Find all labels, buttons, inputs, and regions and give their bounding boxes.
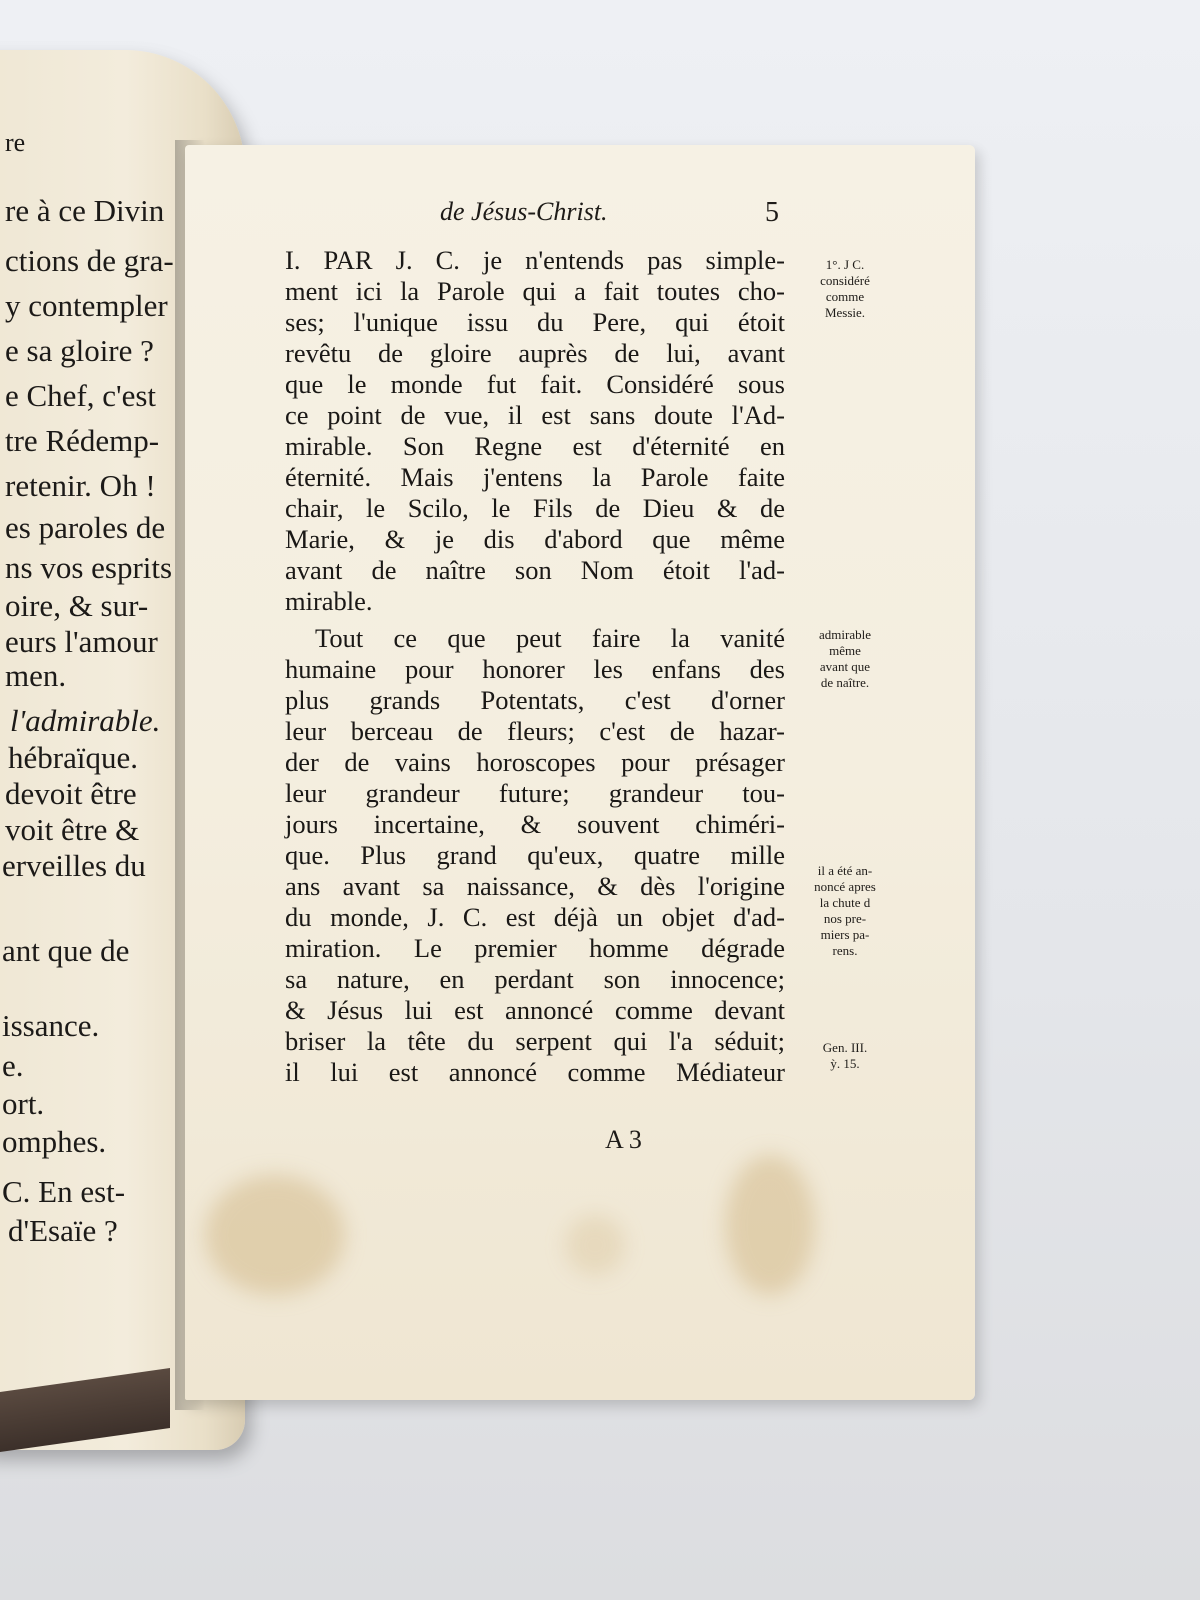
text-line: revêtu de gloire auprès de lui, avant [285, 338, 785, 368]
right-page [185, 145, 975, 1400]
text-line: Tout ce que peut faire la vanité [315, 623, 785, 653]
margin-note-line: rens. [832, 943, 858, 958]
text-line: chair, le Scilo, le Fils de Dieu & de [285, 493, 785, 523]
left-line: voit être & [5, 812, 140, 847]
margin-note-line: la chute d [819, 895, 871, 910]
text-line: der de vains horoscopes pour présager [285, 747, 785, 777]
text-line: du monde, J. C. est déjà un objet d'ad- [285, 902, 785, 932]
text-line: il lui est annoncé comme Médiateur [285, 1057, 785, 1087]
left-line: re [5, 128, 26, 157]
left-line: oire, & sur- [5, 588, 149, 623]
left-line: re à ce Divin [5, 193, 165, 228]
margin-note-line: ỳ. 15. [830, 1056, 860, 1071]
page-header [440, 197, 960, 237]
text-line: mirable. Son Regne est d'éternité en [285, 431, 785, 461]
left-line: y contempler [5, 288, 168, 323]
text-line: ce point de vue, il est sans doute l'Ad- [285, 400, 785, 430]
margin-note-line: 1°. J C. [825, 257, 865, 272]
foxing-stain [205, 1175, 345, 1295]
left-line: hébraïque. [8, 740, 138, 775]
margin-note-line: Gen. III. [822, 1040, 868, 1055]
page-number: 5 [765, 197, 779, 228]
left-line: ort. [2, 1086, 45, 1121]
left-line: e sa gloire ? [5, 333, 154, 368]
left-line: ctions de gra- [5, 243, 174, 278]
foxing-stain [565, 1215, 625, 1275]
left-line: es paroles de [5, 510, 166, 545]
text-line: leur berceau de fleurs; c'est de hazar- [285, 716, 785, 746]
left-line: erveilles du [2, 848, 146, 883]
margin-note-line: Messie. [824, 305, 866, 320]
left-line: C. En est- [2, 1174, 126, 1209]
margin-note [800, 257, 890, 321]
paragraph-1 [285, 245, 785, 617]
text-line: que. Plus grand qu'eux, quatre mille [285, 840, 785, 870]
text-line: ment ici la Parole qui a fait toutes cho- [285, 276, 785, 306]
margin-note [800, 863, 890, 959]
left-line: men. [5, 658, 67, 693]
margin-note-line: nos pre- [823, 911, 867, 926]
margin-note-line: comme [825, 289, 865, 304]
text-line: leur grandeur future; grandeur tou- [285, 778, 785, 808]
left-line: retenir. Oh ! [5, 468, 156, 503]
left-line: tre Rédemp- [5, 423, 160, 458]
margin-note-line: admirable [819, 627, 871, 642]
text-line: éternité. Mais j'entens la Parole faite [285, 462, 785, 492]
text-line: ses; l'unique issu du Pere, qui étoit [285, 307, 785, 337]
text-line: avant de naître son Nom étoit l'ad- [285, 555, 785, 585]
text-line: & Jésus lui est annoncé comme devant [285, 995, 785, 1025]
margin-note [800, 1040, 890, 1072]
left-line: omphes. [2, 1124, 107, 1159]
text-line: I. PAR J. C. je n'entends pas simple- [285, 245, 785, 275]
running-head: de Jésus-Christ. [440, 197, 608, 226]
left-line: devoit être [5, 776, 137, 811]
text-line: humaine pour honorer les enfans des [285, 654, 785, 684]
text-line: ans avant sa naissance, & dès l'origine [285, 871, 785, 901]
text-line: mirable. [285, 586, 373, 616]
left-line: eurs l'amour [5, 624, 158, 659]
left-line: e Chef, c'est [5, 378, 157, 413]
margin-note-line: même [829, 643, 861, 658]
text-line: jours incertaine, & souvent chiméri- [285, 809, 785, 839]
left-line: d'Esaïe ? [8, 1213, 118, 1248]
margin-note-line: considéré [820, 273, 870, 288]
body-text [285, 245, 785, 1088]
left-line: ns vos esprits [5, 550, 173, 585]
margin-note-line: miers pa- [820, 927, 870, 942]
text-line: miration. Le premier homme dégrade [285, 933, 785, 963]
left-line: ant que de [2, 933, 130, 968]
margin-note [800, 627, 890, 691]
left-line: e. [2, 1048, 24, 1083]
margin-note-line: noncé apres [814, 879, 876, 894]
text-line: que le monde fut fait. Considéré sous [285, 369, 785, 399]
foxing-stain [725, 1155, 815, 1295]
paragraph-2 [285, 623, 785, 1088]
margin-note-line: avant que [819, 659, 871, 674]
left-line: l'admirable. [10, 703, 161, 738]
left-line: issance. [2, 1008, 100, 1043]
margin-note-line: il a été an- [817, 863, 873, 878]
text-line: plus grands Potentats, c'est d'orner [285, 685, 785, 715]
text-line: sa nature, en perdant son innocence; [285, 964, 785, 994]
margin-note-line: de naître. [820, 675, 870, 690]
text-line: Marie, & je dis d'abord que même [285, 524, 785, 554]
signature-mark: A 3 [605, 1125, 642, 1154]
text-line: briser la tête du serpent qui l'a séduit; [285, 1026, 785, 1056]
